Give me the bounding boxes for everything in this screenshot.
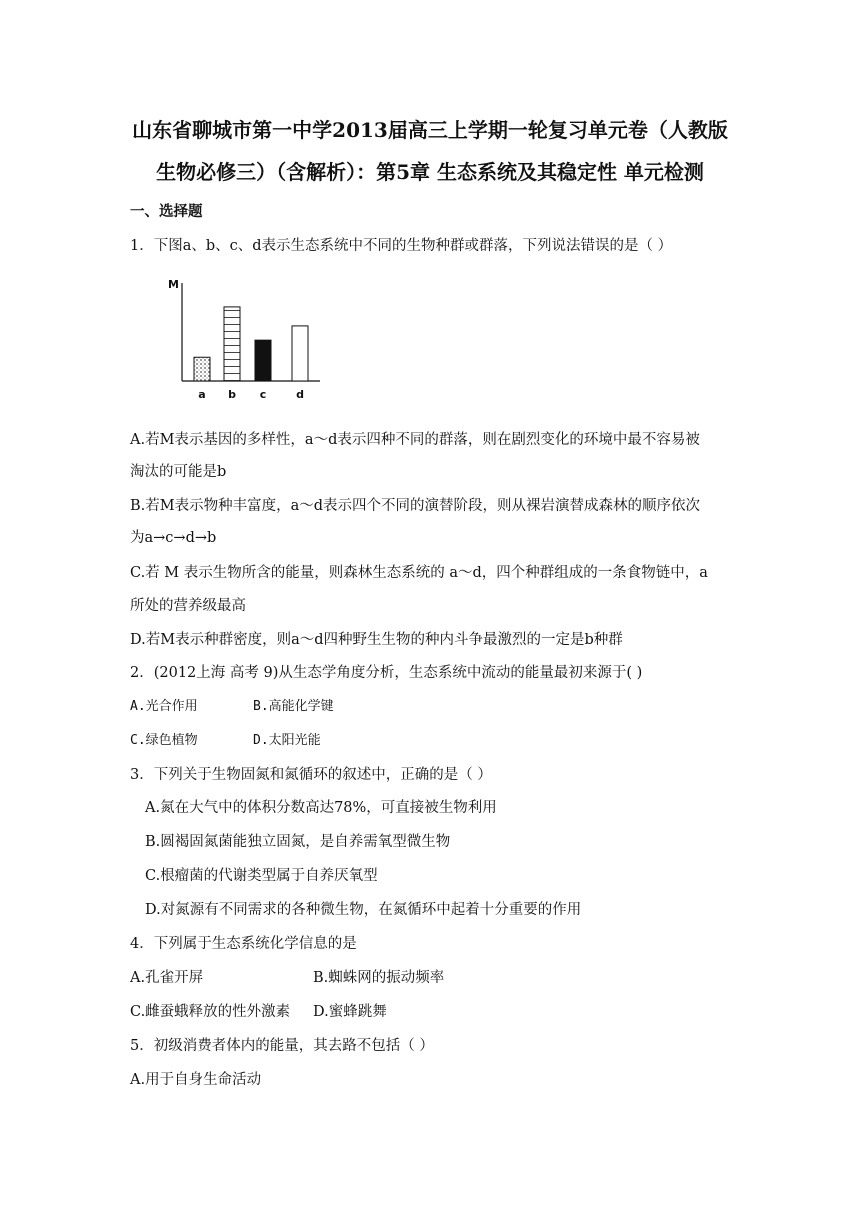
question-4-option-c: C.雌蚕蛾释放的性外激素 [130, 1004, 291, 1020]
question-3-option-a: A.氮在大气中的体积分数高达78%，可直接被生物利用 [145, 800, 497, 816]
question-1-bar-chart [160, 275, 330, 405]
chart-bar-d [292, 326, 308, 381]
question-2-option-a: A.光合作用 [130, 699, 198, 714]
chart-category-label-c: c [259, 388, 267, 401]
question-1-option-a-line-1: A.若M表示基因的多样性，a～d表示四种不同的群落，则在剧烈变化的环境中最不容易被 [130, 432, 700, 448]
chart-category-label-b: b [228, 388, 236, 401]
question-5-stem: 5．初级消费者体内的能量，其去路不包括（ ） [130, 1038, 434, 1054]
question-4-option-d: D.蜜蜂跳舞 [313, 1004, 387, 1020]
question-1-option-b-line-1: B.若M表示物种丰富度，a～d表示四个不同的演替阶段，则从裸岩演替成森林的顺序依次 [130, 498, 701, 514]
question-2-stem: 2．(2012上海 高考 9)从生态学角度分析，生态系统中流动的能量最初来源于( ) [130, 665, 643, 681]
section-heading: 一、选择题 [130, 203, 203, 220]
question-3-option-d: D.对氮源有不同需求的各种微生物，在氮循环中起着十分重要的作用 [145, 902, 582, 918]
question-1-stem: 1．下图a、b、c、d表示生态系统中不同的生物种群或群落，下列说法错误的是（ ） [130, 238, 673, 254]
question-4-option-b: B.蜘蛛网的振动频率 [313, 970, 445, 986]
document-title-line-2: 生物必修三）（含解析）：第5章 生态系统及其稳定性 单元检测 [156, 160, 704, 184]
chart-bar-c [255, 340, 271, 381]
question-1-option-c-line-1: C.若 M 表示生物所含的能量，则森林生态系统的 a～d，四个种群组成的一条食物链中，a [130, 565, 708, 581]
document-title-line-1: 山东省聊城市第一中学2013届高三上学期一轮复习单元卷（人教版 [132, 118, 728, 142]
chart-y-axis-label: M [168, 278, 179, 291]
question-3-option-b: B.圆褐固氮菌能独立固氮，是自养需氧型微生物 [145, 834, 451, 850]
question-1-option-a-line-2: 淘汰的可能是b [130, 464, 227, 480]
question-1-option-b-line-2: 为a→c→d→b [130, 530, 217, 546]
chart-bar-a [194, 357, 210, 381]
question-2-option-d: D.太阳光能 [253, 733, 321, 748]
question-2-option-b: B.高能化学键 [253, 699, 334, 714]
question-3-option-c: C.根瘤菌的代谢类型属于自养厌氧型 [145, 868, 378, 884]
question-4-stem: 4．下列属于生态系统化学信息的是 [130, 936, 357, 952]
question-5-option-a: A.用于自身生命活动 [130, 1072, 262, 1088]
chart-category-label-d: d [296, 388, 304, 401]
question-1-option-d: D.若M表示种群密度，则a～d四种野生生物的种内斗争最激烈的一定是b种群 [130, 632, 623, 648]
question-3-stem: 3．下列关于生物固氮和氮循环的叙述中，正确的是（ ） [130, 767, 492, 783]
question-4-option-a: A.孔雀开屏 [130, 970, 204, 986]
chart-category-label-a: a [198, 388, 206, 401]
question-1-option-c-line-2: 所处的营养级最高 [130, 598, 246, 614]
question-2-option-c: C.绿色植物 [130, 733, 198, 748]
chart-bar-b [224, 307, 240, 381]
